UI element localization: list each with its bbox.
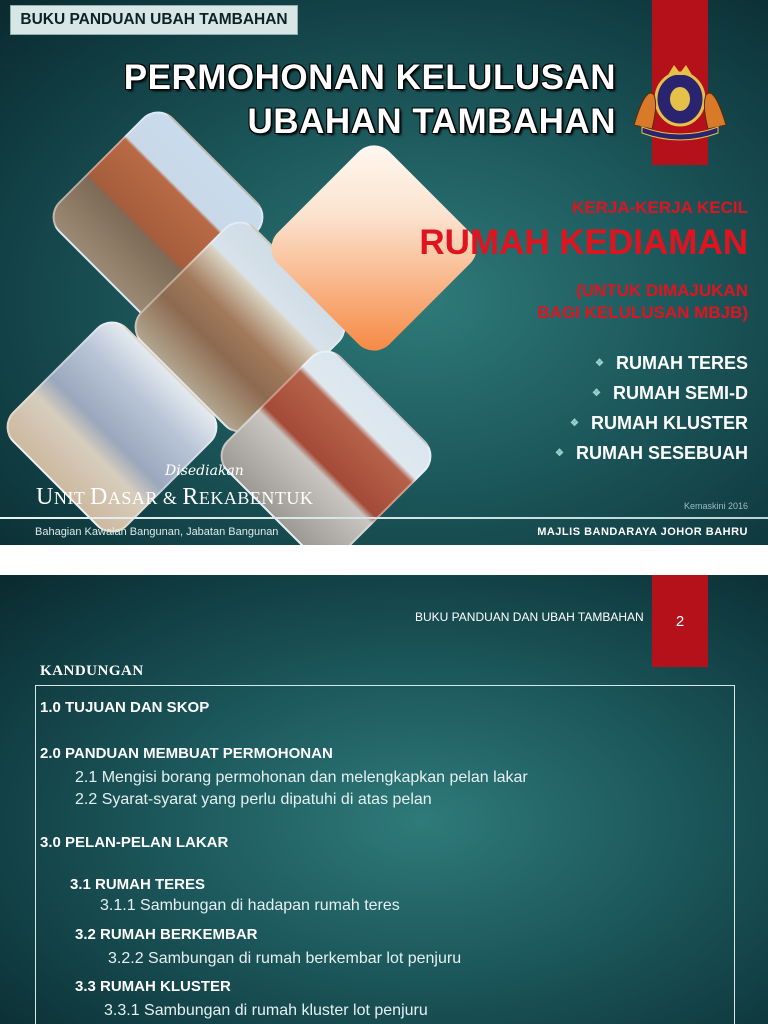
diamond-bullet-icon: ❖ bbox=[595, 357, 604, 369]
diamond-bullet-icon: ❖ bbox=[592, 387, 601, 399]
mbjb-crest-logo bbox=[624, 55, 736, 141]
contents-box bbox=[35, 685, 735, 1024]
subtitle-untuk-line-2: BAGI KELULUSAN MBJB) bbox=[537, 303, 748, 322]
diamond-bullet-icon: ❖ bbox=[555, 447, 564, 459]
list-item: ❖ RUMAH TERES bbox=[595, 352, 748, 373]
contents-slide bbox=[0, 575, 768, 1024]
slide-gap bbox=[0, 545, 768, 575]
toc-item-3-2: 3.2 RUMAH BERKEMBAR bbox=[75, 926, 258, 943]
toc-item-2-0: 2.0 PANDUAN MEMBUAT PERMOHONAN bbox=[40, 745, 333, 762]
toc-item-3-0: 3.0 PELAN-PELAN LAKAR bbox=[40, 834, 229, 851]
house-type-list bbox=[488, 348, 748, 468]
toc-item-1-0: 1.0 TUJUAN DAN SKOP bbox=[40, 699, 210, 716]
list-item: ❖ RUMAH SESEBUAH bbox=[555, 442, 748, 463]
subtitle-untuk-line-1: (UNTUK DIMAJUKAN bbox=[576, 281, 748, 300]
diamond-bullet-icon: ❖ bbox=[570, 417, 579, 429]
page-number-ribbon: 2 bbox=[652, 575, 708, 667]
department-text: Bahagian Kawalan Bangunan, Jabatan Bangunan bbox=[35, 526, 279, 538]
toc-item-3-2-2: 3.2.2 Sambungan di rumah berkembar lot penjuru bbox=[108, 950, 462, 967]
title-line-2: UBAHAN TAMBAHAN bbox=[247, 102, 616, 141]
divider-line bbox=[0, 517, 768, 519]
list-item: ❖ RUMAH SEMI-D bbox=[592, 382, 748, 403]
council-name: MAJLIS BANDARAYA JOHOR BAHRU bbox=[537, 526, 748, 538]
toc-item-2-2: 2.2 Syarat-syarat yang perlu dipatuhi di atas pelan bbox=[75, 791, 432, 808]
updated-year: Kemaskini 2016 bbox=[683, 501, 748, 511]
toc-item-3-3: 3.3 RUMAH KLUSTER bbox=[75, 978, 231, 995]
list-item: ❖ RUMAH KLUSTER bbox=[570, 412, 748, 433]
toc-item-3-1-1: 3.1.1 Sambungan di hadapan rumah teres bbox=[100, 897, 400, 914]
toc-item-3-1: 3.1 RUMAH TERES bbox=[70, 876, 206, 893]
document-tag: BUKU PANDUAN UBAH TAMBAHAN bbox=[10, 5, 298, 35]
subtitle-kerja-kecil: KERJA-KERJA KECIL bbox=[571, 198, 748, 217]
unit-name: UNIT DASAR & REKABENTUK bbox=[36, 484, 314, 510]
title-line-1: PERMOHONAN KELULUSAN bbox=[123, 58, 616, 97]
subtitle-rumah-kediaman: RUMAH KEDIAMAN bbox=[419, 223, 748, 262]
prepared-by-label: Disediakan bbox=[165, 463, 244, 479]
toc-item-3-3-1: 3.3.1 Sambungan di rumah kluster lot penjuru bbox=[104, 1002, 428, 1019]
contents-heading: KANDUNGAN bbox=[40, 663, 144, 679]
toc-item-2-1: 2.1 Mengisi borang permohonan dan melengkapkan pelan lakar bbox=[75, 769, 528, 786]
slide-header: BUKU PANDUAN DAN UBAH TAMBAHAN bbox=[415, 610, 644, 624]
